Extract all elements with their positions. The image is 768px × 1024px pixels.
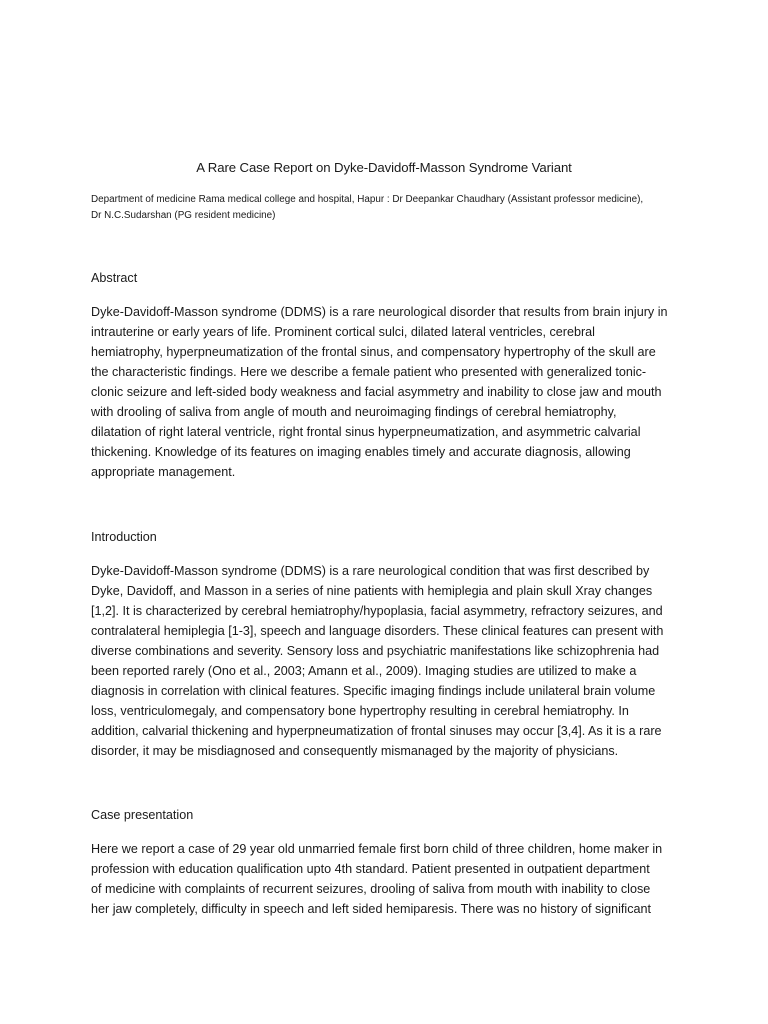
introduction-line: Dyke, Davidoff, and Masson in a series of nine patients with hemiplegia and plain skull Xray changes [91, 584, 653, 598]
case-presentation-line: profession with education qualification upto 4th standard. Patient presented in outpatient department [91, 862, 650, 876]
abstract-line: with drooling of saliva from angle of mouth and neuroimaging findings of cerebral hemiatrophy, [91, 405, 617, 419]
abstract-line: hemiatrophy, hyperpneumatization of the frontal sinus, and compensatory hypertrophy of the skull are [91, 345, 656, 359]
introduction-line: [1,2]. It is characterized by cerebral hemiatrophy/hypoplasia, facial asymmetry, refractory seizures, and [91, 604, 663, 618]
case-presentation-line: Here we report a case of 29 year old unmarried female first born child of three children, home maker in [91, 842, 663, 856]
introduction-line: diagnosis in correlation with clinical features. Specific imaging findings include unilateral brain volume [91, 684, 656, 698]
introduction-line: been reported rarely (Ono et al., 2003; Amann et al., 2009). Imaging studies are utilized to make a [91, 664, 637, 678]
case-presentation-line: her jaw completely, difficulty in speech and left sided hemiparesis. There was no history of significant [91, 902, 652, 916]
abstract-paragraph [91, 302, 681, 482]
introduction-line: diverse combinations and severity. Sensory loss and psychiatric manifestations like schizophrenia had [91, 644, 660, 658]
introduction-line: disorder, it may be misdiagnosed and consequently mismanaged by the majority of physicians. [91, 744, 619, 758]
case-presentation-paragraph [91, 839, 681, 919]
case-presentation-line: of medicine with complaints of recurrent seizures, drooling of saliva from mouth with inability to close [91, 882, 651, 896]
introduction-line: addition, calvarial thickening and hyperpneumatization of frontal sinuses may occur [3,4]. As it is a rare [91, 724, 662, 738]
abstract-line: clonic seizure and left-sided body weakness and facial asymmetry and inability to close jaw and mouth [91, 385, 662, 399]
introduction-heading: Introduction [91, 530, 157, 544]
affiliation-line-1: Department of medicine Rama medical college and hospital, Hapur : Dr Deepankar Chaudhary (Assistant professor medicine), [91, 194, 644, 205]
document-title: A Rare Case Report on Dyke-Davidoff-Masson Syndrome Variant [196, 160, 572, 175]
introduction-line: Dyke-Davidoff-Masson syndrome (DDMS) is a rare neurological condition that was first described by [91, 564, 650, 578]
author-affiliation [91, 192, 681, 224]
case-presentation-heading: Case presentation [91, 808, 194, 822]
abstract-line: the characteristic findings. Here we describe a female patient who presented with generalized tonic- [91, 365, 647, 379]
introduction-line: contralateral hemiplegia [1-3], speech and language disorders. These clinical features can present with [91, 624, 664, 638]
abstract-heading: Abstract [91, 271, 138, 285]
abstract-line: Dyke-Davidoff-Masson syndrome (DDMS) is a rare neurological disorder that results from brain injury in [91, 305, 668, 319]
affiliation-line-2: Dr N.C.Sudarshan (PG resident medicine) [91, 210, 276, 221]
abstract-line: appropriate management. [91, 465, 236, 479]
introduction-paragraph [91, 561, 681, 761]
abstract-line: thickening. Knowledge of its features on imaging enables timely and accurate diagnosis, allowing [91, 445, 631, 459]
abstract-line: intrauterine or early years of life. Prominent cortical sulci, dilated lateral ventricles, cerebral [91, 325, 595, 339]
introduction-line: loss, ventriculomegaly, and compensatory bone hypertrophy resulting in cerebral hemiatrophy. In [91, 704, 629, 718]
abstract-line: dilatation of right lateral ventricle, right frontal sinus hyperpneumatization, and asymmetric calvarial [91, 425, 641, 439]
